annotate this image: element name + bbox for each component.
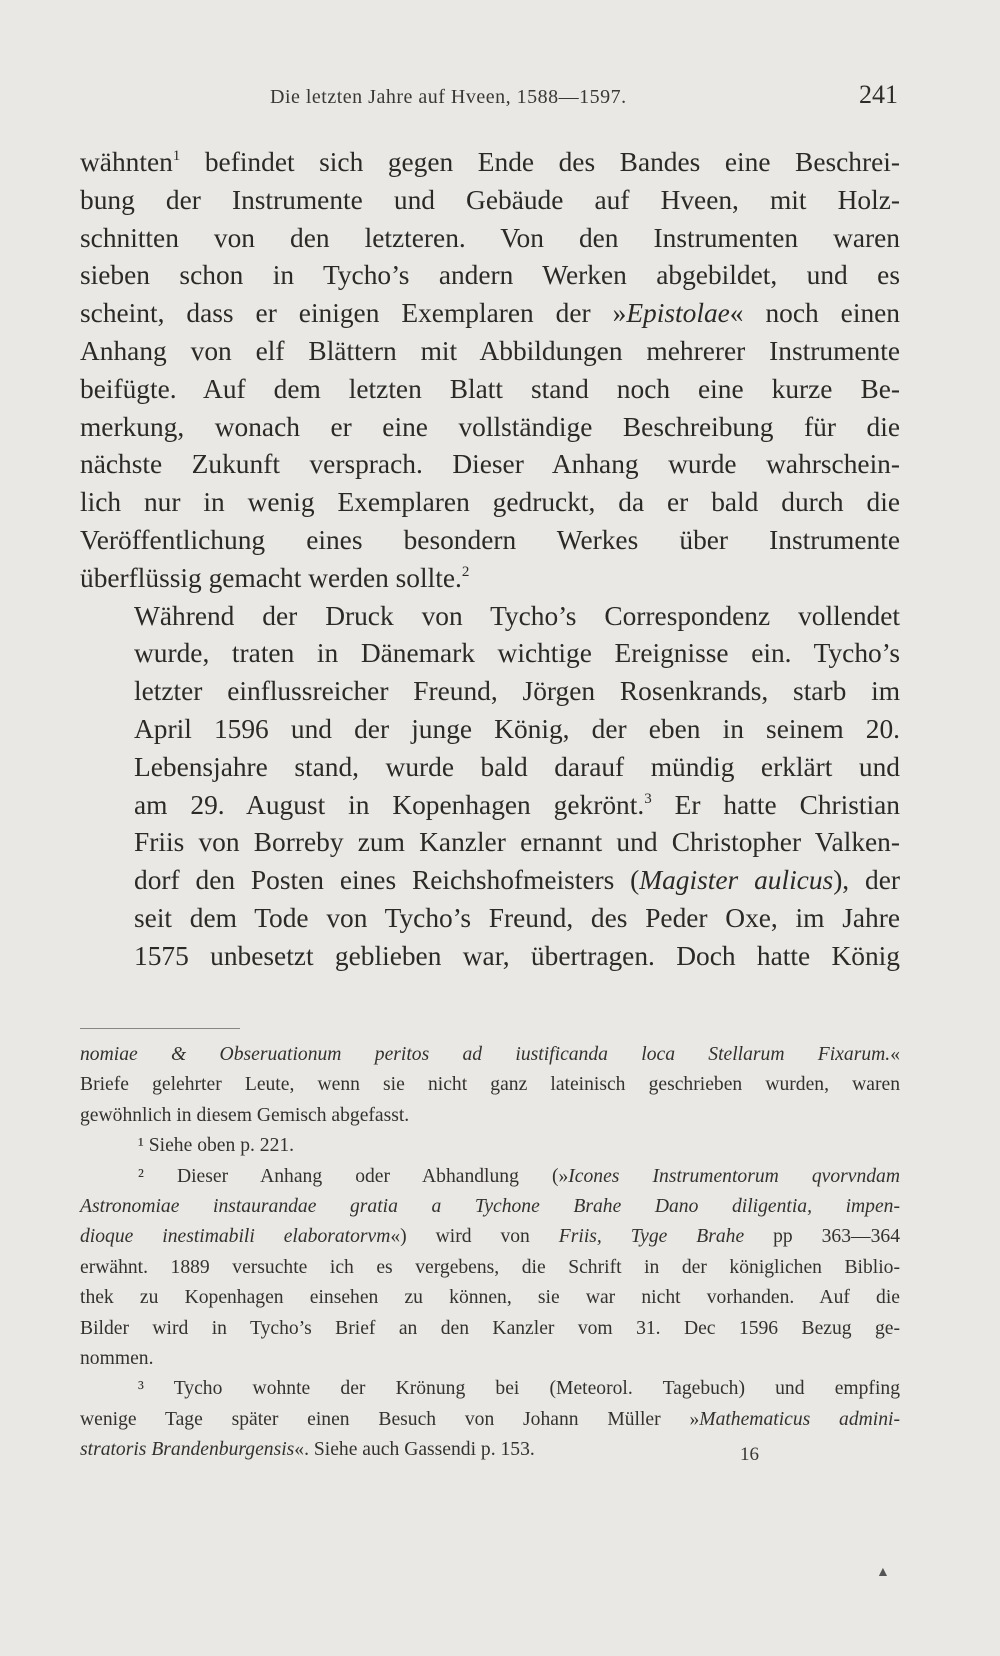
text-line: letzter einflussreicher Freund, Jörgen Rosenkrands, starb im: [134, 676, 900, 707]
italic-text: Icones Instrumentorum qvorvndam: [568, 1165, 900, 1187]
text-line: bung der Instrumente und Gebäude auf Hveen, mit Holz-: [80, 184, 900, 215]
footnote-line: [80, 1435, 900, 1465]
text-span: scheint, dass er einigen Exemplaren der »: [80, 298, 627, 329]
footnote-ref: 2: [461, 563, 470, 580]
text-span: pp 363—364: [744, 1226, 900, 1248]
text-line: [80, 862, 900, 900]
paragraph-1: [80, 144, 900, 598]
footnote-line: erwähnt. 1889 versuchte ich es vergebens, die Schrift in der königlichen Biblio-: [80, 1256, 900, 1278]
footnote-continuation: [80, 1040, 900, 1131]
italic-text: dioque inestimabili elaboratorvm: [80, 1226, 391, 1248]
text-line: Veröffentlichung eines besondern Werkes über Instrumente: [80, 524, 900, 555]
text-span: befindet sich gegen Ende des Bandes eine Beschrei-: [180, 147, 900, 177]
signature-mark: 16: [740, 1444, 759, 1465]
footnote-ref: 1: [172, 148, 181, 164]
text-line: 1575 unbesetzt geblieben war, übertragen. Doch hatte König: [134, 940, 900, 971]
text-line: [80, 560, 900, 598]
text-line: [80, 295, 900, 333]
footnote-line: gewöhnlich in diesem Gemisch abgefasst.: [80, 1104, 410, 1126]
footnote-3-cont: [80, 1405, 900, 1466]
italic-text: Astronomiae instaurandae gratia a Tychone Brahe Dano diligentia, impen-: [80, 1196, 900, 1218]
paragraph-2: [80, 598, 900, 976]
text-line: Friis von Borreby zum Kanzler ernannt und Christopher Valken-: [134, 827, 900, 858]
footnote-line: Bilder wird in Tycho’s Brief an den Kanzler vom 31. Dec 1596 Bezug ge-: [80, 1317, 900, 1339]
text-span: «. Siehe auch Gassendi p. 153.: [294, 1439, 535, 1461]
text-line: Während der Druck von Tycho’s Correspondenz vollendet: [134, 600, 900, 631]
text-line: merkung, wonach er eine vollständige Beschreibung für die: [80, 411, 900, 442]
footnote-line: thek zu Kopenhagen einsehen zu können, sie war nicht vorhanden. Auf die: [80, 1287, 900, 1309]
italic-text: Friis, Tyge Brahe: [558, 1226, 745, 1248]
footnote-line: [80, 1040, 900, 1070]
text-line: [80, 144, 900, 182]
footnote-line: [80, 1192, 900, 1222]
italic-text: Mathematicus admini-: [699, 1408, 900, 1430]
footnote-line: [80, 1405, 900, 1435]
text-span: «) wird von: [390, 1226, 559, 1248]
footnote-line: ³ Tycho wohnte der Krönung bei (Meteorol. Tagebuch) und empfing: [138, 1378, 900, 1400]
text-line: schnitten von den letzteren. Von den Instrumenten waren: [80, 222, 900, 253]
italic-text: nomiae & Obseruationum peritos ad iustificanda loca Stellarum Fixarum.: [80, 1044, 891, 1065]
footnote-ref: 3: [644, 790, 652, 807]
footnotes: [80, 1040, 900, 1466]
text-span: wähnten: [80, 147, 173, 177]
footnote-line: ¹ Siehe oben p. 221.: [138, 1135, 295, 1157]
footnote-line: [80, 1162, 900, 1192]
text-span: am 29. August in Kopenhagen gekrönt.: [134, 789, 645, 820]
text-line: seit dem Tode von Tycho’s Freund, des Peder Oxe, im Jahre: [134, 902, 900, 933]
footnote-line: [80, 1222, 900, 1252]
page-number: 241: [859, 80, 898, 109]
footnote-rule: [80, 1028, 240, 1029]
text-line: lich nur in wenig Exemplaren gedruckt, da er bald durch die: [80, 487, 900, 518]
text-line: [80, 787, 900, 825]
italic-text: stratoris Brandenburgensis: [80, 1439, 295, 1461]
running-title: Die letzten Jahre auf Hveen, 1588—1597.: [270, 86, 627, 108]
text-span: « noch einen: [729, 298, 900, 329]
text-span: Er hatte Christian: [651, 789, 900, 820]
text-span: überflüssig gemacht werden sollte.: [80, 562, 462, 593]
footnote-3: [80, 1374, 900, 1404]
text-line: nächste Zukunft versprach. Dieser Anhang wurde wahrschein-: [80, 449, 900, 480]
body-text: [80, 144, 900, 976]
italic-term: Magister aulicus: [639, 865, 834, 896]
text-span: dorf den Posten eines Reichshofmeisters (: [134, 865, 640, 896]
text-span: ), der: [833, 865, 900, 896]
text-line: wurde, traten in Dänemark wichtige Ereignisse ein. Tycho’s: [134, 638, 900, 669]
text-line: sieben schon in Tycho’s andern Werken abgebildet, und es: [80, 260, 900, 291]
footnote-line: Briefe gelehrter Leute, wenn sie nicht ganz lateinisch geschrieben wurden, waren: [80, 1074, 900, 1096]
text-line: Lebensjahre stand, wurde bald darauf mündig erklärt und: [134, 751, 900, 782]
footnote-2-cont: [80, 1192, 900, 1374]
text-line: Anhang von elf Blättern mit Abbildungen mehrerer Instrumente: [80, 335, 900, 366]
text-span: «: [890, 1044, 900, 1065]
text-line: April 1596 und der junge König, der eben in seinem 20.: [134, 713, 900, 744]
footnote-line: nommen.: [80, 1348, 154, 1370]
text-line: beifügte. Auf dem letzten Blatt stand noch eine kurze Be-: [80, 373, 900, 404]
italic-title: Epistolae: [626, 298, 730, 329]
text-span: wenige Tage später einen Besuch von Johann Müller »: [80, 1408, 700, 1430]
text-span: ² Dieser Anhang oder Abhandlung (»: [138, 1165, 569, 1187]
footnote-1: [80, 1131, 900, 1161]
library-stamp-icon: ▲: [876, 1565, 890, 1580]
footnote-2: [80, 1162, 900, 1192]
running-head: [80, 80, 900, 120]
